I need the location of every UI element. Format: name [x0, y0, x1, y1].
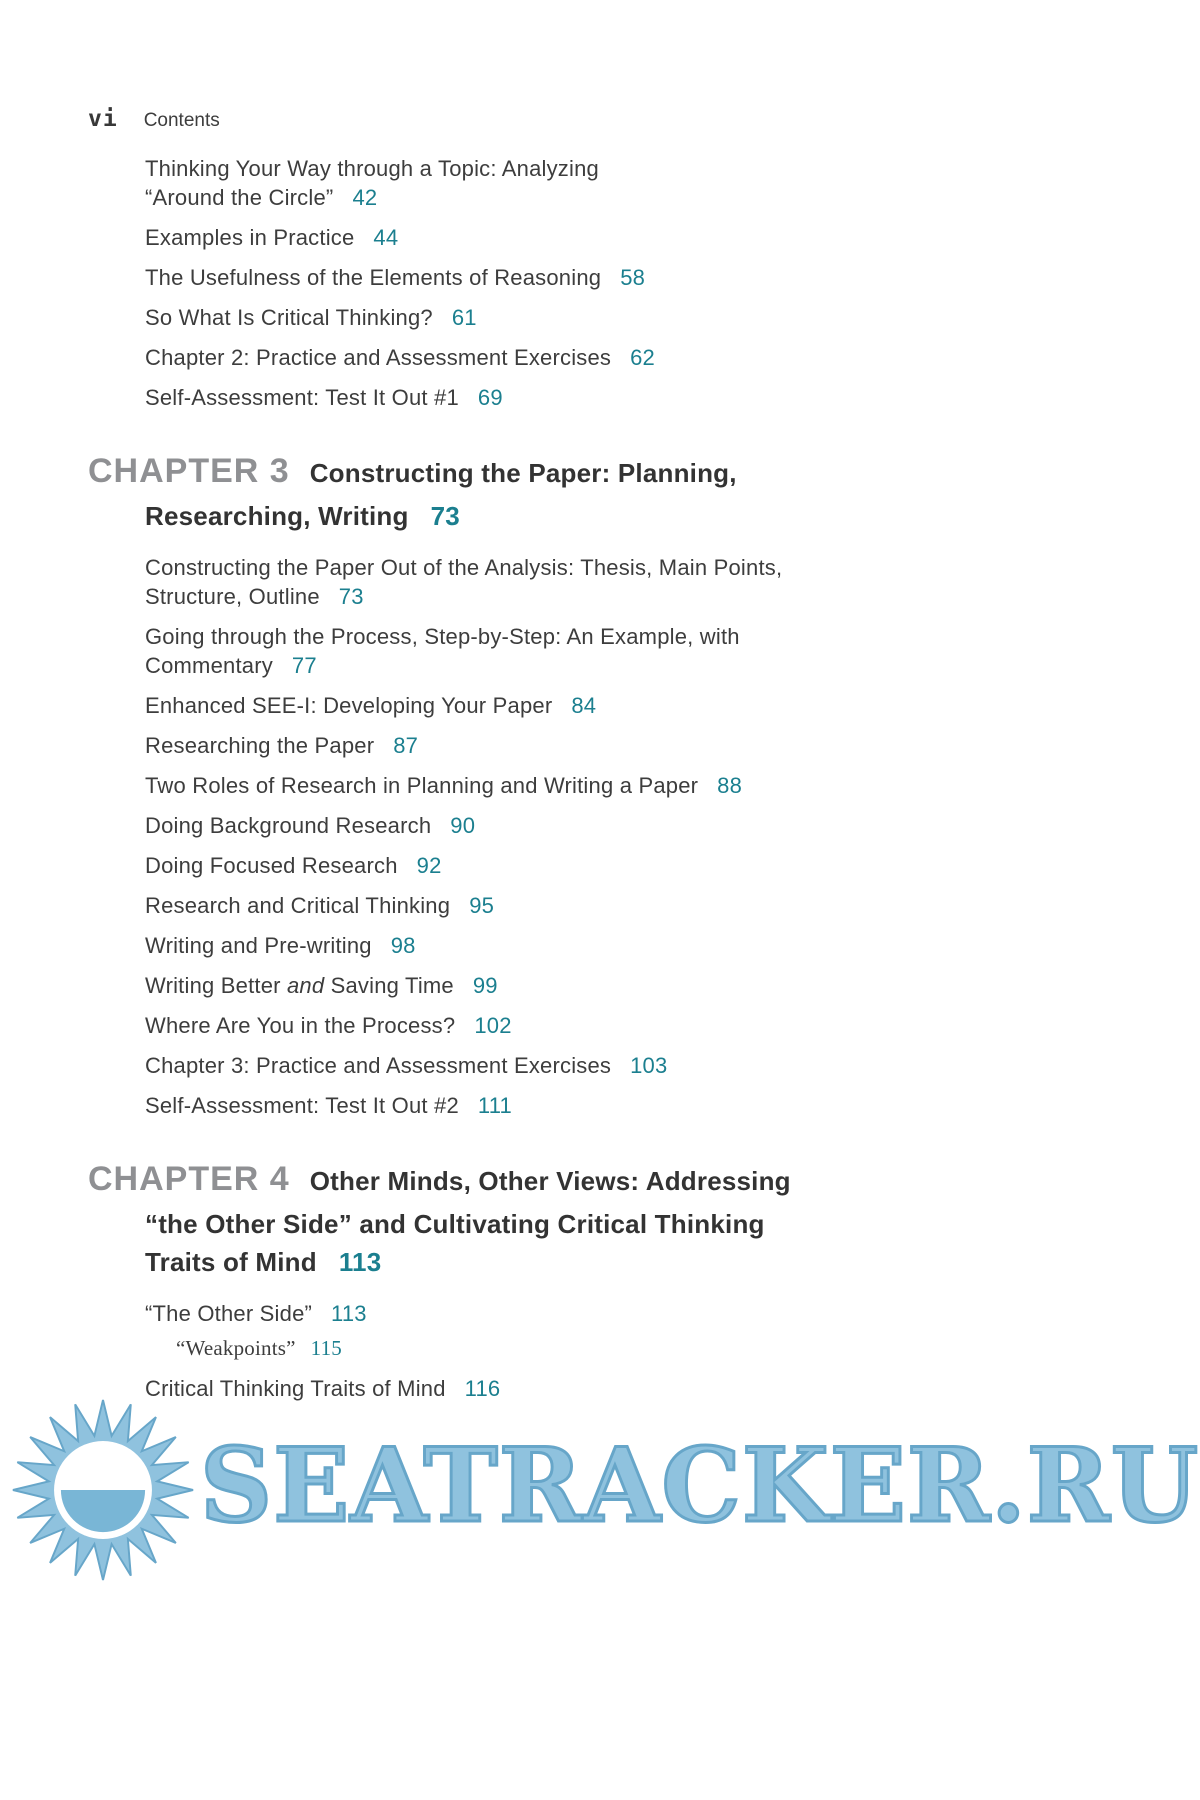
- entry-line: [145, 1299, 945, 1328]
- entry-page-number: 99: [472, 973, 498, 998]
- toc-entry: [145, 931, 945, 960]
- toc-entry-group: [0, 154, 1200, 412]
- entry-line: [145, 582, 945, 611]
- sun-logo-icon: [10, 1397, 196, 1583]
- entry-page-number: 87: [393, 733, 419, 758]
- toc-entry: [145, 1091, 945, 1120]
- toc-entry: [145, 771, 945, 800]
- entry-text: Chapter 3: Practice and Assessment Exercises: [145, 1053, 612, 1078]
- entry-page-number: 58: [620, 265, 646, 290]
- entry-line: [145, 851, 945, 880]
- entry-line: [145, 731, 945, 760]
- entry-line: [145, 223, 945, 252]
- toc-entry: [145, 553, 945, 611]
- entry-text: Enhanced SEE-I: Developing Your Paper: [145, 693, 553, 718]
- entry-page-number: 84: [571, 693, 597, 718]
- toc-entry: [145, 343, 945, 372]
- entry-text: The Usefulness of the Elements of Reasoning: [145, 265, 602, 290]
- entry-line: [145, 622, 945, 651]
- watermark-text: SEATRACKER.RU: [200, 1426, 1199, 1546]
- entry-text: “The Other Side”: [145, 1301, 313, 1326]
- entry-line: [145, 383, 945, 412]
- toc-entry: [145, 971, 945, 1000]
- entry-line: [145, 154, 945, 183]
- entry-line: [145, 553, 945, 582]
- toc-entry: [145, 891, 945, 920]
- entry-text: Structure, Outline: [145, 584, 320, 609]
- entry-text: Two Roles of Research in Planning and Writing a Paper: [145, 773, 699, 798]
- page-header: [88, 106, 1200, 132]
- chapter-label: CHAPTER 3: [88, 452, 290, 490]
- entry-page-number: 95: [469, 893, 495, 918]
- toc-entry: [145, 1299, 945, 1328]
- toc-entry: [145, 263, 945, 292]
- running-head: Contents: [143, 110, 220, 131]
- entry-page-number: 115: [310, 1336, 342, 1360]
- toc-entry: [145, 303, 945, 332]
- entry-text: Research and Critical Thinking: [145, 893, 451, 918]
- entry-text: Thinking Your Way through a Topic: Analyzing: [145, 156, 599, 181]
- entry-line: [145, 811, 945, 840]
- entry-line: [145, 303, 945, 332]
- entry-line: [176, 1334, 976, 1363]
- entry-text: Doing Background Research: [145, 813, 432, 838]
- entry-text: Critical Thinking Traits of Mind: [145, 1376, 446, 1401]
- entry-line: [145, 343, 945, 372]
- toc-entry: [145, 223, 945, 252]
- entry-line: [145, 263, 945, 292]
- entry-text: Constructing the Paper Out of the Analysis: Thesis, Main Points,: [145, 555, 783, 580]
- toc-sections: [0, 154, 1200, 1403]
- entry-text: Going through the Process, Step-by-Step: An Example, with: [145, 624, 740, 649]
- entry-text: and: [286, 973, 325, 998]
- entry-page-number: 102: [474, 1013, 512, 1038]
- entry-line: [145, 183, 945, 212]
- chapter-page-number: 113: [338, 1247, 382, 1277]
- chapter-title-line: Other Minds, Other Views: Addressing: [309, 1166, 791, 1196]
- chapter-page-number: 73: [430, 501, 460, 531]
- entry-page-number: 61: [451, 305, 477, 330]
- entry-page-number: 42: [352, 185, 378, 210]
- entry-page-number: 77: [291, 653, 317, 678]
- entry-page-number: 103: [630, 1053, 668, 1078]
- toc-entry-group: [0, 1299, 1200, 1403]
- toc-entry: [145, 811, 945, 840]
- chapter-heading: [88, 1160, 1200, 1281]
- toc-entry: [145, 622, 945, 680]
- chapter-title-line: Traits of Mind 113: [145, 1247, 382, 1277]
- entry-text: Researching the Paper: [145, 733, 375, 758]
- entry-text: Doing Focused Research: [145, 853, 398, 878]
- entry-text: Saving Time: [324, 973, 454, 998]
- entry-page-number: 98: [390, 933, 416, 958]
- entry-text: Self-Assessment: Test It Out #2: [145, 1093, 459, 1118]
- entry-text: So What Is Critical Thinking?: [145, 305, 433, 330]
- chapter-title-line: Constructing the Paper: Planning,: [309, 458, 737, 488]
- entry-page-number: 90: [450, 813, 476, 838]
- toc-entry: [145, 731, 945, 760]
- watermark: [10, 1390, 1200, 1590]
- entry-text: Commentary: [145, 653, 273, 678]
- entry-text: Writing and Pre-writing: [145, 933, 372, 958]
- entry-text: Chapter 2: Practice and Assessment Exercises: [145, 345, 612, 370]
- entry-line: [145, 931, 945, 960]
- entry-text: Self-Assessment: Test It Out #1: [145, 385, 459, 410]
- entry-line: [145, 1051, 945, 1080]
- entry-line: [145, 1091, 945, 1120]
- entry-line: [145, 971, 945, 1000]
- toc-entry: [145, 851, 945, 880]
- entry-page-number: 92: [416, 853, 442, 878]
- chapter-title-line: “the Other Side” and Cultivating Critical Thinking: [145, 1209, 765, 1239]
- toc-entry: [145, 1011, 945, 1040]
- entry-text: Writing Better: [145, 973, 287, 998]
- toc-entry: [145, 691, 945, 720]
- folio-page-number: vi: [88, 106, 118, 132]
- entry-page-number: 116: [464, 1376, 501, 1401]
- entry-page-number: 62: [630, 345, 655, 370]
- toc-entry: [145, 383, 945, 412]
- toc-entry: [145, 1051, 945, 1080]
- chapter-heading: [88, 452, 1200, 535]
- entry-text: Where Are You in the Process?: [145, 1013, 456, 1038]
- entry-line: [145, 771, 945, 800]
- entry-line: [145, 691, 945, 720]
- chapter-title-line: Researching, Writing 73: [145, 501, 460, 531]
- entry-page-number: 88: [717, 773, 743, 798]
- entry-text: “Weakpoints”: [176, 1336, 296, 1360]
- entry-line: [145, 651, 945, 680]
- toc-entry-group: [0, 553, 1200, 1120]
- entry-text: “Around the Circle”: [145, 185, 334, 210]
- chapter-label: CHAPTER 4: [88, 1160, 290, 1198]
- entry-line: [145, 1011, 945, 1040]
- toc-entry: [176, 1334, 976, 1363]
- entry-page-number: 113: [331, 1301, 367, 1326]
- toc-entry: [145, 154, 945, 212]
- entry-text: Examples in Practice: [145, 225, 355, 250]
- entry-page-number: 73: [338, 584, 364, 609]
- entry-page-number: 44: [373, 225, 399, 250]
- entry-line: [145, 891, 945, 920]
- entry-page-number: 111: [477, 1093, 512, 1118]
- entry-page-number: 69: [477, 385, 503, 410]
